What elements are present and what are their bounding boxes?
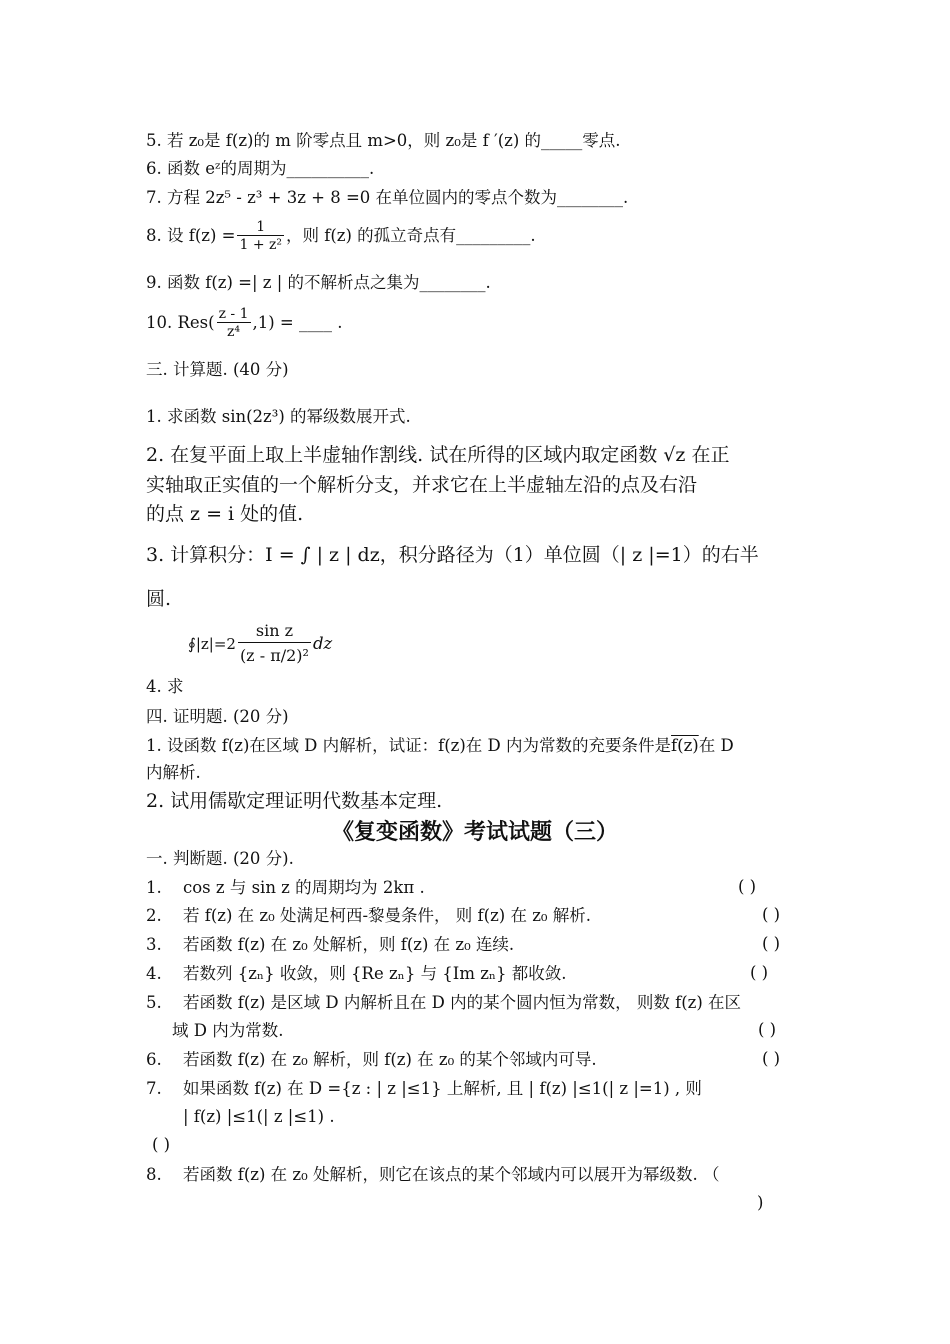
section4-heading: 四. 证明题. (20 分) (146, 707, 289, 726)
judge-paren-8-close: ) (757, 1193, 764, 1212)
section4-q1-conjugate: f(z) (671, 736, 699, 755)
judge-paren-1: ( ) (738, 877, 757, 896)
section3-q1: 1. 求函数 sin(2z³) 的幂级数展开式. (146, 407, 411, 426)
judge-item-3: 3. 若函数 f(z) 在 z₀ 处解析，则 f(z) 在 z₀ 连续. (146, 935, 515, 954)
fill-q10-pre: 10. Res( (146, 313, 215, 332)
fill-q10-num: z - 1 (218, 306, 249, 322)
section3-q4-num: sin z (238, 620, 311, 643)
part1-heading: 一. 判断题. (20 分). (146, 849, 294, 868)
fill-q8-num: 1 (237, 219, 284, 236)
judge-item-2: 2. 若 f(z) 在 z₀ 处满足柯西-黎曼条件， 则 f(z) 在 z₀ 解析. (146, 906, 591, 925)
judge-item-8: 8. 若函数 f(z) 在 z₀ 处解析，则它在该点的某个邻域内可以展开为幂级数. （ (146, 1165, 720, 1184)
section3-q4-integral (188, 620, 332, 669)
section3-q2-line3: 的点 z = i 处的值. (146, 503, 304, 525)
judge-item-5: 5. 若函数 f(z) 是区域 D 内解析且在 D 内的某个圆内恒为常数， 则数 f(z) 在区 (146, 993, 742, 1012)
fill-q5: 5. 若 z₀是 f(z)的 m 阶零点且 m>0，则 z₀是 f ′(z) 的_____零点. (146, 131, 621, 150)
fill-q8-fraction (237, 219, 284, 254)
judge-paren-3: ( ) (762, 934, 781, 953)
exam-title: 《复变函数》考试试题（三） (331, 819, 618, 845)
section3-q3-line2: 圆. (146, 588, 172, 610)
section4-q1-line1 (146, 735, 734, 757)
section4-q2: 2. 试用儒歇定理证明代数基本定理. (146, 790, 443, 812)
section4-q1-line2: 内解析. (146, 763, 201, 782)
section3-heading: 三. 计算题. (40 分) (146, 360, 289, 379)
judge-paren-2: ( ) (762, 905, 781, 924)
judge-item-1: 1. cos z 与 sin z 的周期均为 2kπ . (146, 878, 425, 897)
fill-q8-pre: 8. 设 f(z) = (146, 226, 236, 245)
fill-q10-post: ,1) = ____ . (252, 313, 343, 332)
fill-q10-den: z⁴ (227, 324, 241, 340)
judge-item-7: 7. 如果函数 f(z) 在 D ={z : | z |≤1} 上解析, 且 | f(z) |≤1(| z |=1) , 则 (146, 1079, 702, 1098)
section4-q1-text: 1. 设函数 f(z)在区域 D 内解析，试证：f(z)在 D 内为常数的充要条件是 (146, 736, 672, 755)
section3-q2-line2: 实轴取正实值的一个解析分支，并求它在上半虚轴左沿的点及右沿 (146, 474, 698, 496)
judge-paren-6: ( ) (762, 1049, 781, 1068)
section4-q1-tail: 在 D (698, 736, 734, 755)
fill-q7: 7. 方程 2z⁵ - z³ + 3z + 8 =0 在单位圆内的零点个数为________. (146, 188, 629, 207)
judge-paren-7: ( ) (152, 1135, 171, 1154)
judge-item-7-cont: | f(z) |≤1(| z |≤1) . (183, 1107, 335, 1126)
section3-q2-line1: 2. 在复平面上取上半虚轴作割线. 试在所得的区域内取定函数 √z 在正 (146, 444, 730, 466)
fill-q6: 6. 函数 eᶻ的周期为__________. (146, 159, 375, 178)
fill-q10 (146, 306, 343, 341)
section3-q4-dz: dz (312, 634, 333, 653)
judge-item-4: 4. 若数列 {zₙ} 收敛，则 {Re zₙ} 与 {Im zₙ} 都收敛. (146, 964, 567, 983)
section3-q3-line1: 3. 计算积分：I = ∫ | z | dz，积分路径为（1）单位圆（| z |=1）的右半 (146, 544, 759, 566)
fill-q9: 9. 函数 f(z) =| z | 的不解析点之集为________. (146, 273, 491, 292)
section3-q4-fraction (238, 620, 311, 669)
fill-q8-post: ，则 f(z) 的孤立奇点有_________. (286, 226, 536, 245)
judge-item-5-cont: 域 D 内为常数. (172, 1021, 284, 1040)
fill-q8 (146, 219, 536, 254)
fill-q8-den: 1 + z² (239, 237, 283, 253)
fill-q10-fraction (217, 306, 251, 341)
section3-q4-label: 4. 求 (146, 677, 184, 696)
section3-q4-int-sign: ∮|z|=2 (188, 635, 236, 653)
section3-q4-den: (z - π/2)² (239, 646, 309, 665)
judge-item-6: 6. 若函数 f(z) 在 z₀ 解析，则 f(z) 在 z₀ 的某个邻域内可导. (146, 1050, 597, 1069)
judge-paren-4: ( ) (750, 963, 769, 982)
judge-paren-5: ( ) (758, 1020, 777, 1039)
